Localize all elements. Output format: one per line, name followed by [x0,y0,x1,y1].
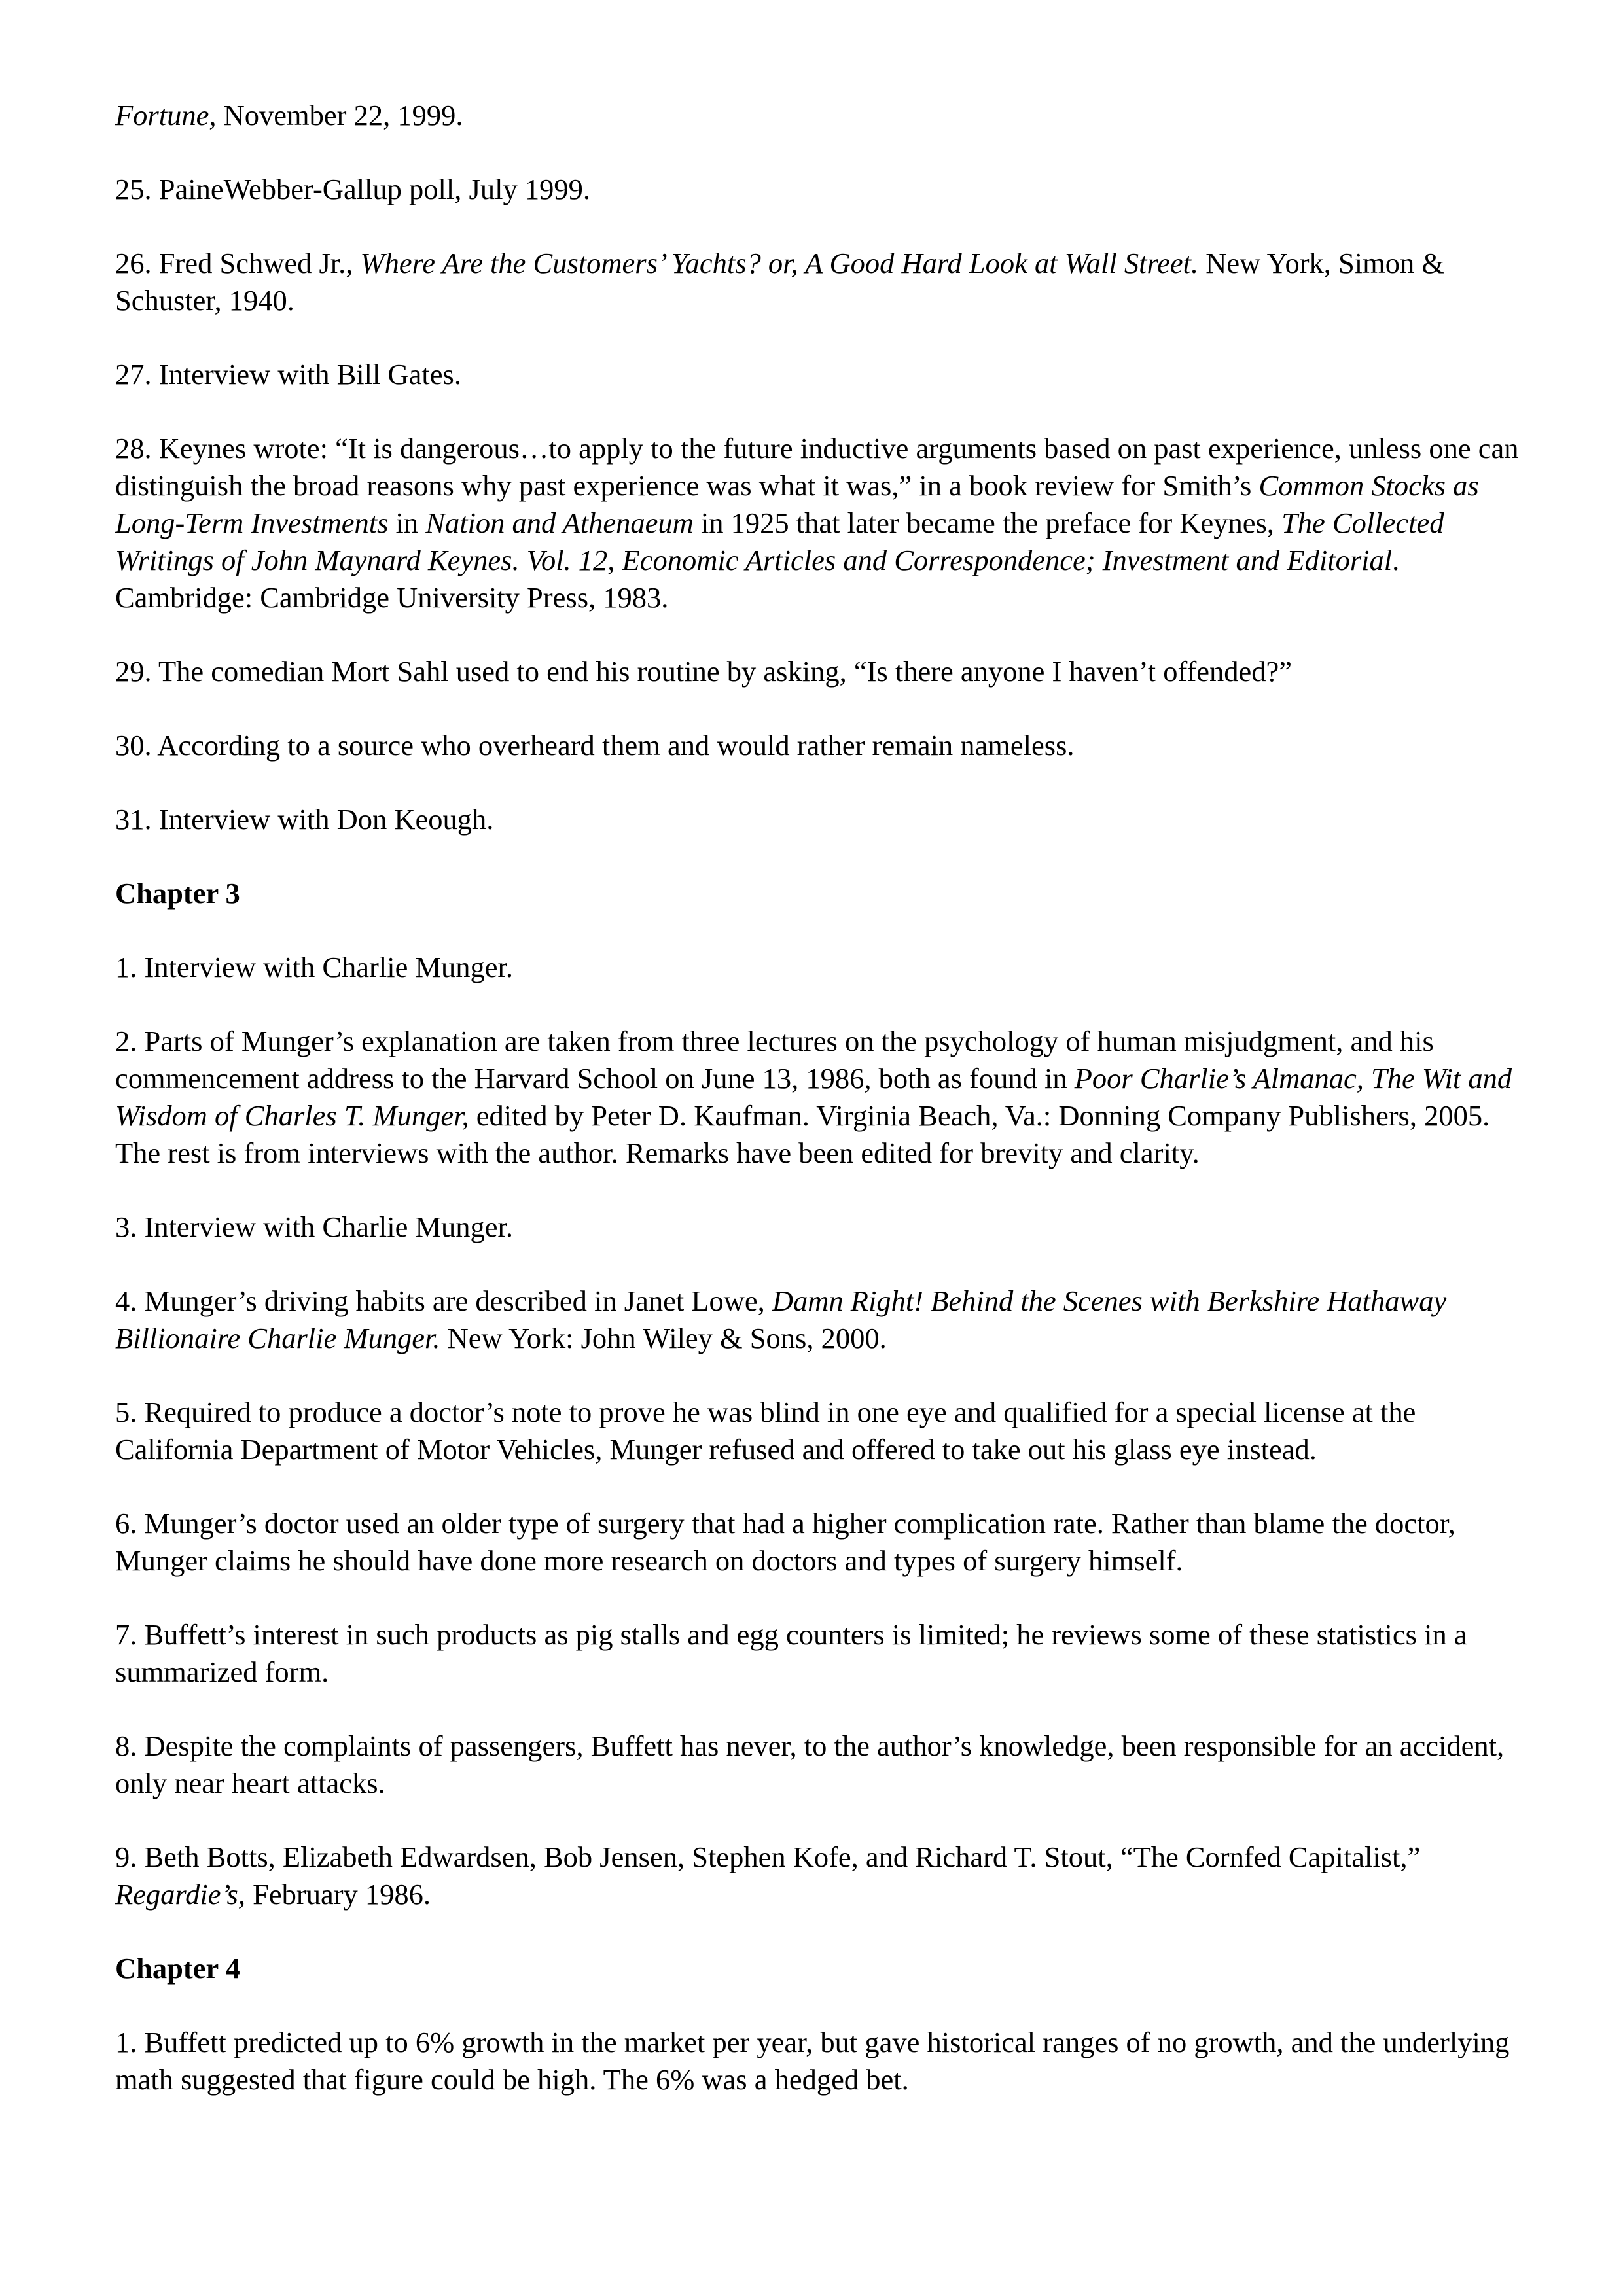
chapter-heading [115,875,1531,912]
note-text: 9. Beth Botts, Elizabeth Edwardsen, Bob Jensen, Stephen Kofe, and Richard T. Stout, “The Cornfed Capitalist,” [115,1841,1421,1873]
endnote [115,245,1531,319]
note-text: 1. Interview with Charlie Munger. [115,951,514,983]
endnote [115,1616,1531,1691]
endnote [115,430,1531,616]
italic-title-text: Where Are the Customers’ Yachts? or, A Good Hard Look at Wall Street. [360,247,1199,279]
italic-title-text: The Collected Writings of John Maynard Keynes. Vol. 12, Economic Articles and Correspondence; Investment and Editorial [115,506,1444,576]
note-text: 31. Interview with Don Keough. [115,803,494,836]
italic-title-text: Regardie’s, [115,1878,245,1911]
note-text: 3. Interview with Charlie Munger. [115,1210,514,1243]
endnote [115,801,1531,838]
note-text: 7. Buffett’s interest in such products as pig stalls and egg counters is limited; he reviews some of these statistics in a summarized form. [115,1618,1467,1688]
endnote [115,1727,1531,1802]
endnote [115,1839,1531,1913]
endnote [115,171,1531,208]
endnote [115,1394,1531,1468]
italic-title-text: Poor Charlie’s Almanac, The Wit and Wisdom of Charles T. Munger, [115,1062,1512,1132]
endnote [115,356,1531,393]
note-text: 5. Required to produce a doctor’s note to prove he was blind in one eye and qualified for a special license at the California Department of Motor Vehicles, Munger refused and offered to take out his glass eye instead. [115,1396,1416,1466]
italic-title-text: Nation and Athenaeum [425,506,694,539]
note-text: 27. Interview with Bill Gates. [115,358,461,391]
note-text: 1. Buffett predicted up to 6% growth in the market per year, but gave historical ranges of no growth, and the underlying math suggested that figure could be high. The 6% was a hedged bet. [115,2026,1510,2096]
note-text: . Cambridge: Cambridge University Press, 1983. [115,544,1400,614]
endnote [115,653,1531,690]
note-text: in [388,506,426,539]
chapter-heading [115,1950,1531,1987]
document-page [115,97,1531,2135]
note-text: 30. According to a source who overheard them and would rather remain nameless. [115,729,1075,762]
note-text: 29. The comedian Mort Sahl used to end his routine by asking, “Is there anyone I haven’t offended?” [115,655,1293,688]
note-text: 4. Munger’s driving habits are described in Janet Lowe, [115,1284,772,1317]
note-text: Chapter 3 [115,877,240,910]
note-text: February 1986. [245,1878,431,1911]
italic-title-text: Damn Right! Behind the Scenes with Berkshire Hathaway Billionaire Charlie Munger. [115,1284,1447,1354]
note-text: New York, Simon & Schuster, 1940. [115,247,1444,317]
note-text: 28. Keynes wrote: “It is dangerous…to apply to the future inductive arguments based on past experience, unless one can distinguish the broad reasons why past experience was what it was,” in a book review for Smith’s [115,432,1519,502]
note-text: New York: John Wiley & Sons, 2000. [440,1322,887,1354]
note-text: edited by Peter D. Kaufman. Virginia Beach, Va.: Donning Company Publishers, 2005. The rest is from interviews with the author. Remarks have been edited for brevity and clarity. [115,1099,1490,1169]
note-text: November 22, 1999. [216,99,463,132]
note-text: in 1925 that later became the preface for Keynes, [693,506,1282,539]
endnote [115,727,1531,764]
endnote [115,1505,1531,1580]
italic-title-text: Fortune, [115,99,217,132]
note-text: Chapter 4 [115,1952,240,1985]
note-text: 8. Despite the complaints of passengers, Buffett has never, to the author’s knowledge, been responsible for an accident, only near heart attacks. [115,1729,1505,1799]
endnote [115,2024,1531,2098]
note-text: 26. Fred Schwed Jr., [115,247,361,279]
endnote [115,1209,1531,1246]
endnote [115,1023,1531,1172]
note-text: 2. Parts of Munger’s explanation are taken from three lectures on the psychology of human misjudgment, and his commencement address to the Harvard School on June 13, 1986, both as found in [115,1025,1434,1095]
endnote [115,97,1531,134]
endnote [115,949,1531,986]
note-text: 6. Munger’s doctor used an older type of surgery that had a higher complication rate. Rather than blame the doctor, Munger claims he should have done more research on doctors and types of surgery himself. [115,1507,1455,1577]
note-text: 25. PaineWebber-Gallup poll, July 1999. [115,173,590,205]
endnote [115,1282,1531,1357]
italic-title-text: Common Stocks as Long-Term Investments [115,469,1479,539]
